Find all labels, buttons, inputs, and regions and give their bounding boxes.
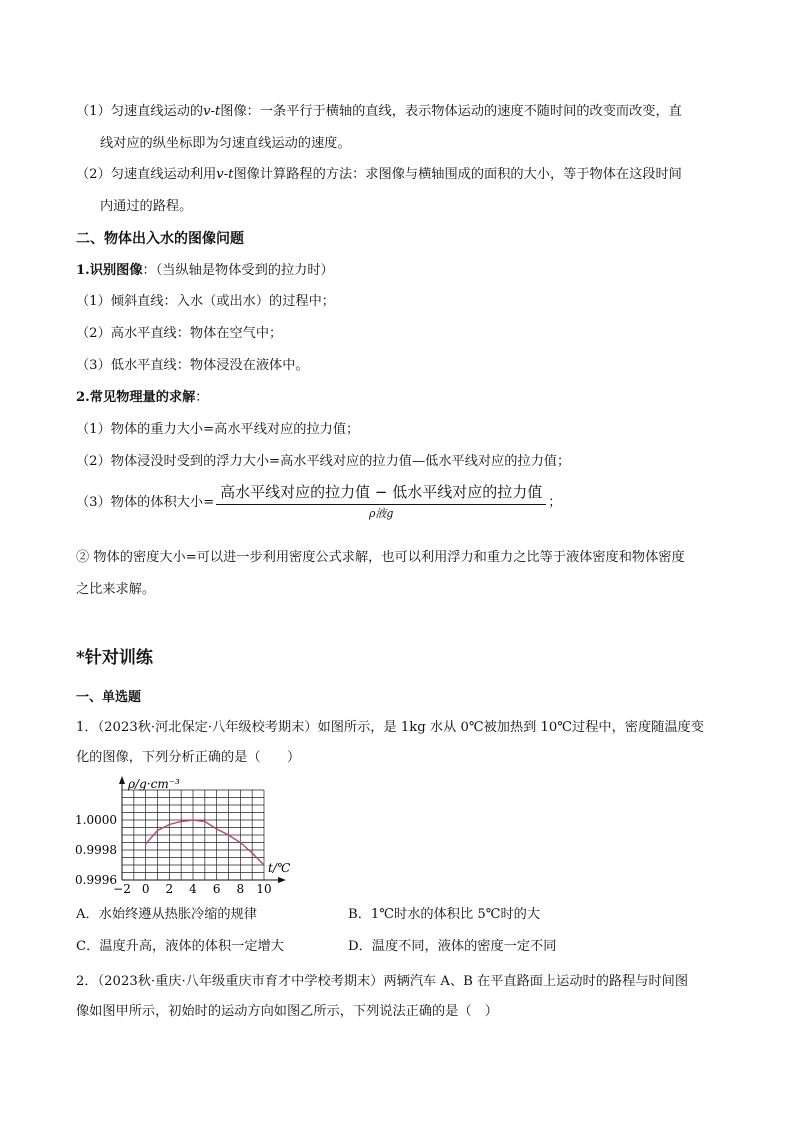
volume-formula bbox=[76, 482, 718, 523]
density-item-cont: 之比来求解。 bbox=[76, 582, 156, 597]
vt-item-2-cont: 内通过的路程。 bbox=[100, 199, 193, 214]
vt-item-1 bbox=[76, 96, 718, 128]
vt-term: v-t bbox=[216, 167, 234, 182]
item-text: 图像计算路程的方法：求图像与横轴围成的面积的大小，等于物体在这段时间 bbox=[233, 167, 682, 182]
list-item: （3）低水平直线：物体浸没在液体中。 bbox=[76, 358, 309, 373]
subheading-title: 1.识别图像 bbox=[76, 263, 143, 278]
list-item: （1）倾斜直线：入水（或出水）的过程中； bbox=[76, 294, 335, 309]
list-item: （2）物体浸没时受到的浮力大小=高水平线对应的拉力值—低水平线对应的拉力值； bbox=[76, 454, 571, 469]
question-1-cont: 化的图像，下列分析正确的是（ ） bbox=[76, 750, 301, 765]
option-b[interactable]: B．1℃时水的体积比 5℃时的大 bbox=[348, 907, 541, 922]
fraction bbox=[216, 482, 546, 523]
vt-item-2 bbox=[76, 159, 718, 191]
question-2: 2．（2023秋·重庆·八年级重庆市育才中学校考期末）两辆汽车 A、B 在平直路面上运动时的路程与时间图 bbox=[76, 974, 689, 989]
x-axis-label: t/℃ bbox=[268, 861, 291, 875]
option-c[interactable]: C．温度升高，液体的体积一定增大 bbox=[76, 939, 284, 954]
question-1: 1．（2023秋·河北保定·八年级校考期末）如图所示，是 1kg 水从 0℃被加热到 10℃过程中，密度随温度变 bbox=[76, 720, 704, 735]
section-heading: 二、物体出入水的图像问题 bbox=[76, 231, 244, 247]
training-heading: *针对训练 bbox=[76, 648, 153, 668]
x-tick-label: 6 bbox=[212, 882, 221, 894]
subheading-solve: 2.常见物理量的求解： bbox=[76, 390, 209, 405]
question-2-cont: 像如图甲所示，初始时的运动方向如图乙所示，下列说法正确的是（ ） bbox=[76, 1004, 498, 1019]
x-tick-label: 8 bbox=[236, 882, 245, 894]
y-tick-label: 0.9996 bbox=[75, 873, 117, 887]
density-temperature-chart bbox=[66, 776, 306, 894]
y-axis-arrow bbox=[119, 776, 125, 784]
x-tick-label: 10 bbox=[256, 882, 272, 894]
y-tick-label: 0.9998 bbox=[75, 843, 117, 857]
density-item: ② 物体的密度大小=可以进一步利用密度公式求解，也可以利用浮力和重力之比等于液体密度和物体密度 bbox=[76, 550, 685, 565]
option-a[interactable]: A．水始终遵从热胀冷缩的规律 bbox=[76, 907, 257, 922]
fraction-denominator: ρ液g bbox=[368, 507, 394, 520]
y-axis-label: ρ/g·cm⁻³ bbox=[128, 777, 180, 791]
x-tick-label: 0 bbox=[141, 882, 150, 894]
x-tick-label: 2 bbox=[165, 882, 174, 894]
x-tick-label: −2 bbox=[113, 882, 131, 894]
subheading-identify bbox=[76, 255, 718, 287]
subheading-note: ：（当纵轴是物体受到的拉力时） bbox=[142, 263, 334, 278]
y-tick-label: 1.0000 bbox=[75, 813, 117, 827]
list-item: （2）高水平直线：物体在空气中； bbox=[76, 326, 283, 341]
list-item: （1）物体的重力大小=高水平线对应的拉力值； bbox=[76, 422, 360, 437]
formula-prefix: （3）物体的体积大小= bbox=[76, 495, 215, 510]
fraction-numerator: 高水平线对应的拉力值 − 低水平线对应的拉力值 bbox=[216, 482, 546, 505]
option-d[interactable]: D．温度不同，液体的密度一定不同 bbox=[348, 939, 557, 954]
item-prefix: （2）匀速直线运动利用 bbox=[76, 167, 217, 182]
vt-term: v-t bbox=[203, 104, 221, 119]
item-text: 图像：一条平行于横轴的直线，表示物体运动的速度不随时间的改变而改变，直 bbox=[220, 104, 682, 119]
formula-suffix: ； bbox=[548, 495, 562, 510]
x-tick-label: 4 bbox=[189, 882, 197, 894]
vt-item-1-cont: 线对应的纵坐标即为匀速直线运动的速度。 bbox=[100, 136, 351, 151]
x-axis-arrow bbox=[278, 877, 286, 883]
item-prefix: （1）匀速直线运动的 bbox=[76, 104, 204, 119]
question-type-heading: 一、单选题 bbox=[76, 690, 142, 705]
subheading-title: 2.常见物理量的求解 bbox=[76, 390, 196, 405]
